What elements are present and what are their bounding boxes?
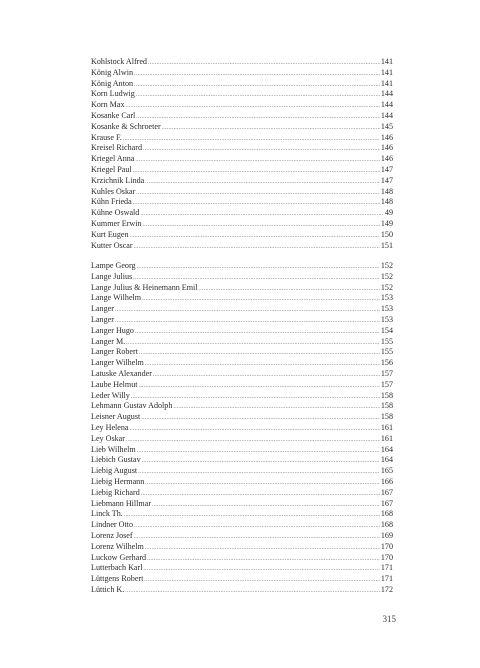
dot-leader — [124, 510, 380, 521]
entry-name: Langer — [91, 304, 114, 314]
entry-name: Lorenz Josef — [91, 530, 133, 540]
entry-name: Kosanke & Schroeter — [91, 121, 161, 131]
entry-page-ref: 164 — [380, 444, 393, 454]
entry-page-ref: 158 — [380, 401, 393, 411]
entry-name: Kreisel Richard — [91, 143, 143, 153]
entry-page-ref: 165 — [380, 466, 393, 476]
entry-page-ref: 153 — [380, 293, 393, 303]
entry-page-ref: 144 — [380, 100, 393, 110]
entry-page-ref: 168 — [380, 509, 393, 519]
entry-page-ref: 141 — [380, 67, 393, 77]
entry-name: Lutterbach Karl — [91, 563, 143, 573]
dot-leader — [134, 80, 380, 91]
dot-leader — [144, 575, 379, 586]
dot-leader — [141, 489, 380, 500]
dot-leader — [137, 446, 380, 457]
dot-leader — [134, 521, 380, 532]
entry-name: Liebich Gustav — [91, 455, 141, 465]
dot-leader — [153, 370, 380, 381]
entry-page-ref: 157 — [380, 379, 393, 389]
entry-name: Langer Hugo — [91, 325, 134, 335]
entry-page-ref: 146 — [380, 143, 393, 153]
index-entry — [91, 488, 393, 499]
index-entry — [91, 553, 393, 564]
entry-name: Kühn Frieda — [91, 197, 132, 207]
index-entry — [91, 423, 393, 434]
index-section-l — [91, 261, 393, 596]
dot-leader — [140, 209, 384, 220]
index-entry — [91, 401, 393, 412]
entry-name: König Anton — [91, 78, 134, 88]
entry-name: Linck Th. — [91, 509, 123, 519]
dot-leader — [123, 134, 380, 145]
entry-name: Liebig Richard — [91, 487, 140, 497]
dot-leader — [143, 564, 379, 575]
index-entry — [91, 337, 393, 348]
index-entry — [91, 509, 393, 520]
entry-name: Lange Wilhelm — [91, 293, 142, 303]
entry-name: Kurt Eugen — [91, 229, 129, 239]
index-entry — [91, 241, 393, 252]
dot-leader — [142, 294, 380, 305]
entry-page-ref: 167 — [380, 487, 393, 497]
entry-name: Lieb Wilhelm — [91, 444, 136, 454]
index-entry — [91, 89, 393, 100]
entry-name: Korn Max — [91, 100, 125, 110]
index-entry — [91, 466, 393, 477]
entry-name: Lampe Georg — [91, 261, 136, 270]
dot-leader — [136, 90, 380, 101]
index-entry — [91, 143, 393, 154]
entry-name: Langer M. — [91, 336, 126, 346]
entry-page-ref: 141 — [380, 78, 393, 88]
entry-name: Liebig Hermann — [91, 476, 145, 486]
entry-name: Lange Julius — [91, 271, 133, 281]
index-entry — [91, 315, 393, 326]
index-entry — [91, 283, 393, 294]
entry-name: Leisner August — [91, 412, 141, 422]
index-entry — [91, 326, 393, 337]
index-entry — [91, 293, 393, 304]
dot-leader — [143, 144, 380, 155]
index-entry — [91, 133, 393, 144]
entry-name: Liebmann Hillmar — [91, 498, 152, 508]
entry-name: Kuhles Oskar — [91, 186, 136, 196]
entry-page-ref: 49 — [384, 208, 393, 218]
entry-page-ref: 149 — [380, 218, 393, 228]
entry-page-ref: 166 — [380, 476, 393, 486]
index-entry — [91, 445, 393, 456]
index-entry — [91, 68, 393, 79]
dot-leader — [141, 413, 380, 424]
index-entry — [91, 391, 393, 402]
index-entry — [91, 477, 393, 488]
entry-page-ref: 147 — [380, 164, 393, 174]
entry-name: Langer Robert — [91, 347, 138, 357]
entry-name: Luckow Gerhard — [91, 552, 147, 562]
dot-leader — [139, 348, 380, 359]
dot-leader — [130, 231, 380, 242]
index-section-k — [91, 57, 393, 251]
entry-page-ref: 164 — [380, 455, 393, 465]
index-entry — [91, 165, 393, 176]
dot-leader — [162, 123, 380, 134]
entry-page-ref: 141 — [380, 57, 393, 66]
dot-leader — [139, 381, 380, 392]
dot-leader — [138, 467, 380, 478]
dot-leader — [133, 198, 380, 209]
dot-leader — [126, 101, 380, 112]
dot-leader — [143, 220, 380, 231]
entry-page-ref: 144 — [380, 110, 393, 120]
index-entry — [91, 542, 393, 553]
entry-name: Lüttgens Robert — [91, 574, 144, 584]
index-entry — [91, 57, 393, 68]
entry-page-ref: 170 — [380, 541, 393, 551]
index-entry — [91, 563, 393, 574]
entry-page-ref: 154 — [380, 325, 393, 335]
entry-name: Lange Julius & Heinemann Emil — [91, 282, 198, 292]
entry-page-ref: 156 — [380, 358, 393, 368]
entry-name: Kriegel Paul — [91, 164, 132, 174]
entry-page-ref: 146 — [380, 154, 393, 164]
dot-leader — [133, 166, 380, 177]
dot-leader — [199, 284, 380, 295]
entry-name: Ley Oskar — [91, 433, 125, 443]
entry-name: Lorenz Wilhelm — [91, 541, 144, 551]
dot-leader — [125, 586, 380, 597]
index-entry — [91, 499, 393, 510]
dot-leader — [136, 188, 380, 199]
entry-page-ref: 146 — [380, 132, 393, 142]
entry-name: Leder Willy — [91, 390, 130, 400]
index-entry — [91, 272, 393, 283]
index-entry — [91, 208, 393, 219]
entry-page-ref: 170 — [380, 552, 393, 562]
index-entry — [91, 197, 393, 208]
dot-leader — [134, 242, 380, 253]
entry-page-ref: 167 — [380, 498, 393, 508]
entry-page-ref: 147 — [380, 175, 393, 185]
index-entry — [91, 358, 393, 369]
entry-name: Korn Ludwig — [91, 89, 135, 99]
entry-name: Kohlstock Alfred — [91, 57, 147, 66]
dot-leader — [134, 69, 380, 80]
index-entry — [91, 380, 393, 391]
index-entry — [91, 230, 393, 241]
entry-page-ref: 158 — [380, 390, 393, 400]
dot-leader — [145, 478, 380, 489]
dot-leader — [148, 58, 380, 69]
index-entry — [91, 455, 393, 466]
entry-page-ref: 148 — [380, 186, 393, 196]
index-entry — [91, 154, 393, 165]
entry-page-ref: 171 — [380, 574, 393, 584]
entry-page-ref: 157 — [380, 368, 393, 378]
entry-name: Kosanke Carl — [91, 110, 136, 120]
entry-page-ref: 152 — [380, 261, 393, 270]
dot-leader — [126, 338, 380, 349]
entry-page-ref: 155 — [380, 347, 393, 357]
index-entry — [91, 122, 393, 133]
entry-name: Latuske Alexander — [91, 368, 152, 378]
index-entry — [91, 100, 393, 111]
entry-name: Kummer Erwin — [91, 218, 142, 228]
entry-page-ref: 145 — [380, 121, 393, 131]
index-entry — [91, 79, 393, 90]
entry-page-ref: 151 — [380, 240, 393, 250]
entry-page-ref: 152 — [380, 271, 393, 281]
dot-leader — [115, 305, 380, 316]
entry-page-ref: 171 — [380, 563, 393, 573]
entry-page-ref: 161 — [380, 433, 393, 443]
dot-leader — [145, 359, 380, 370]
dot-leader — [136, 112, 380, 123]
dot-leader — [145, 177, 380, 188]
entry-name: Liebig August — [91, 466, 138, 476]
index-entry — [91, 412, 393, 423]
dot-leader — [137, 262, 380, 273]
index-entry — [91, 111, 393, 122]
dot-leader — [135, 327, 380, 338]
entry-name: Ley Helena — [91, 422, 129, 432]
entry-page-ref: 153 — [380, 314, 393, 324]
dot-leader — [134, 532, 380, 543]
entry-name: Krause F. — [91, 132, 122, 142]
entry-name: Lüttich K. — [91, 584, 125, 594]
index-entry — [91, 531, 393, 542]
index-entry — [91, 585, 393, 596]
dot-leader — [126, 435, 380, 446]
index-entry — [91, 261, 393, 272]
index-entry — [91, 187, 393, 198]
entry-name: Kühne Oswald — [91, 208, 140, 218]
entry-name: Laube Helmut — [91, 379, 138, 389]
page-number: 315 — [382, 614, 396, 624]
entry-page-ref: 168 — [380, 520, 393, 530]
entry-name: König Alwin — [91, 67, 134, 77]
entry-name: Langer Wilhelm — [91, 358, 144, 368]
index-entry — [91, 369, 393, 380]
index-entry — [91, 347, 393, 358]
index-entry — [91, 434, 393, 445]
dot-leader — [173, 402, 379, 413]
index-entry — [91, 520, 393, 531]
dot-leader — [145, 543, 380, 554]
entry-name: Lindner Otto — [91, 520, 134, 530]
dot-leader — [115, 316, 380, 327]
entry-page-ref: 155 — [380, 336, 393, 346]
entry-page-ref: 148 — [380, 197, 393, 207]
entry-page-ref: 153 — [380, 304, 393, 314]
dot-leader — [135, 155, 379, 166]
entry-name: Kutter Oscar — [91, 240, 133, 250]
index-entry — [91, 574, 393, 585]
entry-name: Kriegel Anna — [91, 154, 135, 164]
dot-leader — [147, 554, 380, 565]
entry-name: Lehmann Gustav Adolph — [91, 401, 173, 411]
entry-name: Krzichnik Linda — [91, 175, 145, 185]
index-entry — [91, 304, 393, 315]
entry-page-ref: 152 — [380, 282, 393, 292]
index-entry — [91, 176, 393, 187]
dot-leader — [130, 424, 380, 435]
dot-leader — [142, 456, 380, 467]
entry-page-ref: 158 — [380, 412, 393, 422]
entry-page-ref: 169 — [380, 530, 393, 540]
entry-page-ref: 150 — [380, 229, 393, 239]
entry-page-ref: 161 — [380, 422, 393, 432]
entry-page-ref: 144 — [380, 89, 393, 99]
dot-leader — [152, 500, 380, 511]
entry-page-ref: 172 — [380, 584, 393, 594]
entry-name: Langer — [91, 314, 114, 324]
index-entry — [91, 219, 393, 230]
